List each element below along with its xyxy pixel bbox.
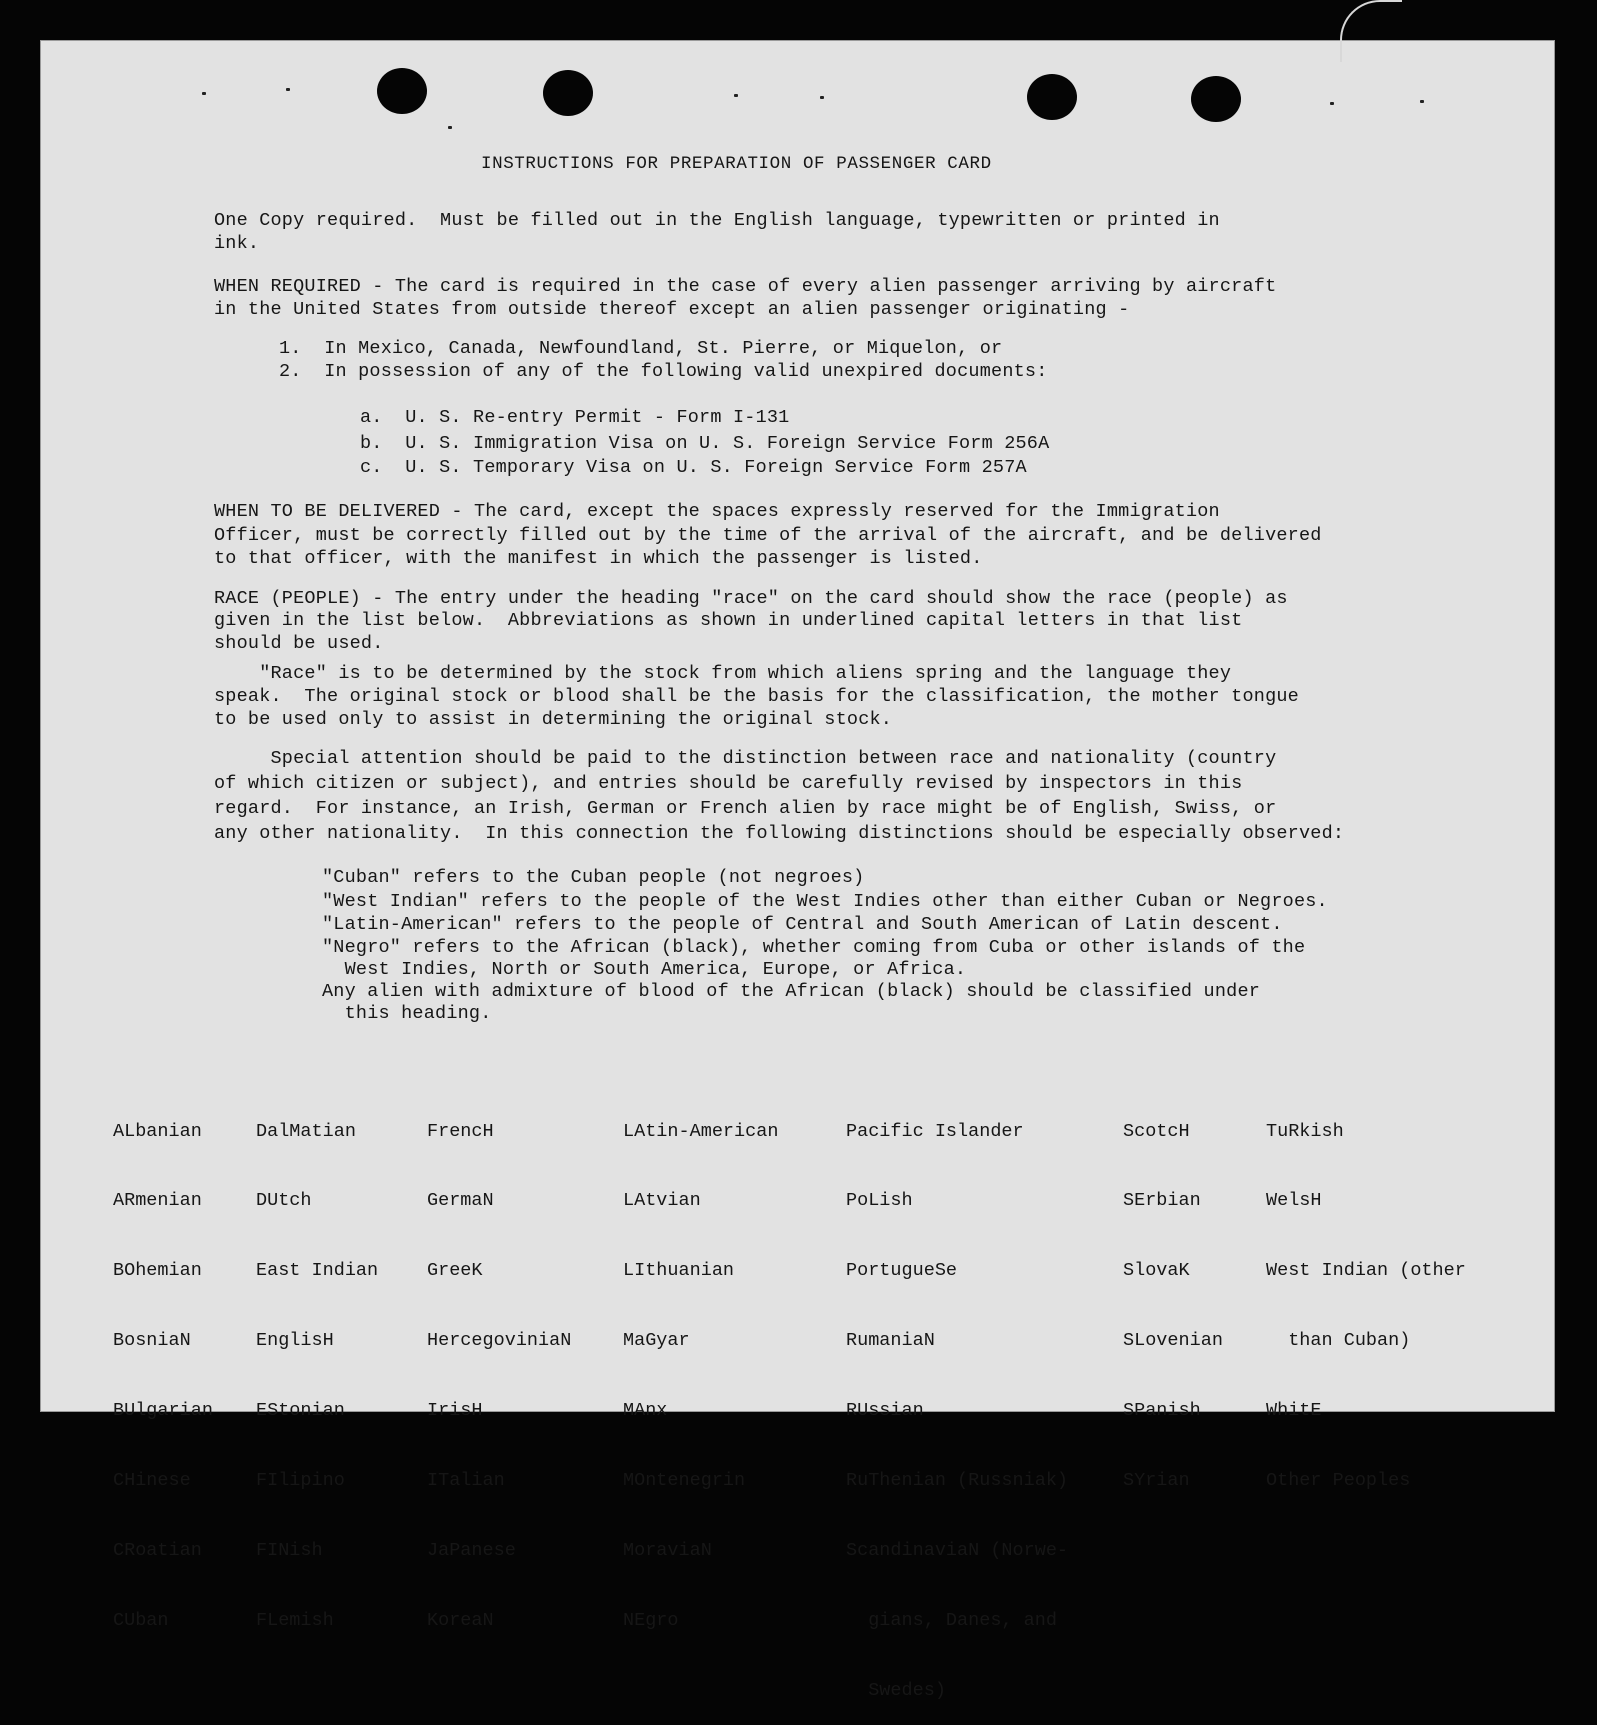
- race-entry: IrisH: [427, 1400, 483, 1422]
- distinction-line: "West Indian" refers to the people of the West Indies other than either Cuban or Negroes.: [322, 891, 1328, 912]
- race-entry: MOntenegrin: [623, 1470, 746, 1492]
- race-entry: NEgro: [623, 1609, 679, 1631]
- race-entry: BosniaN: [113, 1330, 191, 1352]
- speck: [1330, 102, 1334, 105]
- page-title: INSTRUCTIONS FOR PREPARATION OF PASSENGER CARD: [481, 154, 992, 174]
- race-entry: EStonian: [256, 1400, 345, 1422]
- distinction-line: "Negro" refers to the African (black), whether coming from Cuba or other islands of the: [322, 937, 1306, 958]
- race-list-column: [1266, 1073, 1466, 1516]
- race-list-column: [1123, 1073, 1223, 1516]
- race-entry: than Cuban): [1266, 1330, 1411, 1352]
- special-attention-line: of which citizen or subject), and entries should be carefully revised by inspectors in this: [214, 773, 1243, 794]
- race-entry: GreeK: [427, 1260, 483, 1282]
- race-determined-line: to be used only to assist in determining the original stock.: [214, 709, 893, 730]
- distinction-line: West Indies, North or South America, Europe, or Africa.: [322, 959, 967, 980]
- race-entry: DalMatian: [256, 1120, 356, 1142]
- race-entry: ScotcH: [1123, 1120, 1190, 1142]
- race-list-column: [846, 1073, 1068, 1725]
- race-entry: FrencH: [427, 1120, 494, 1142]
- document-item: b. U. S. Immigration Visa on U. S. Foreign Service Form 256A: [360, 433, 1050, 454]
- race-entry: RUssian: [846, 1400, 924, 1422]
- race-list-column: [256, 1073, 378, 1655]
- speck: [734, 94, 738, 97]
- race-entry: West Indian (other: [1266, 1260, 1466, 1282]
- speck: [448, 126, 452, 129]
- race-entry: LIthuanian: [623, 1260, 735, 1282]
- document-item: a. U. S. Re-entry Permit - Form I-131: [360, 407, 790, 428]
- race-entry: ALbanian: [113, 1120, 202, 1142]
- race-entry: FLemish: [256, 1609, 334, 1631]
- race-entry: ITalian: [427, 1470, 505, 1492]
- special-attention-line: Special attention should be paid to the distinction between race and nationality (country: [214, 748, 1277, 769]
- race-determined-line: speak. The original stock or blood shall be the basis for the classification, the mother tongue: [214, 686, 1299, 707]
- race-entry: SLovenian: [1123, 1330, 1223, 1352]
- when-delivered-line: Officer, must be correctly filled out by the time of the arrival of the aircraft, and be delivered: [214, 525, 1322, 546]
- race-entry: WelsH: [1266, 1190, 1322, 1212]
- race-entry: gians, Danes, and: [846, 1609, 1057, 1631]
- race-entry: Pacific Islander: [846, 1120, 1024, 1142]
- punch-hole: [1191, 76, 1241, 122]
- distinction-line: Any alien with admixture of blood of the African (black) should be classified under: [322, 981, 1261, 1002]
- punch-hole: [377, 68, 427, 114]
- race-entry: JaPanese: [427, 1539, 516, 1561]
- race-entry: GermaN: [427, 1190, 494, 1212]
- race-entry: ARmenian: [113, 1190, 202, 1212]
- race-people-line: RACE (PEOPLE) - The entry under the heading "race" on the card should show the race (people) as: [214, 588, 1288, 609]
- race-entry: CUban: [113, 1609, 169, 1631]
- speck: [820, 96, 824, 99]
- race-list-column: [427, 1073, 571, 1655]
- intro-line: One Copy required. Must be filled out in the English language, typewritten or printed in: [214, 210, 1220, 231]
- race-entry: Other Peoples: [1266, 1470, 1411, 1492]
- exception-item: 2. In possession of any of the following valid unexpired documents:: [279, 361, 1048, 382]
- race-entry: SErbian: [1123, 1190, 1201, 1212]
- when-required-line: WHEN REQUIRED - The card is required in the case of every alien passenger arriving by aircraft: [214, 276, 1277, 297]
- race-entry: SPanish: [1123, 1400, 1201, 1422]
- special-attention-line: any other nationality. In this connection the following distinctions should be especially observed:: [214, 823, 1345, 844]
- race-entry: MoraviaN: [623, 1539, 712, 1561]
- document-item: c. U. S. Temporary Visa on U. S. Foreign Service Form 257A: [360, 457, 1027, 478]
- race-entry: PortugueSe: [846, 1260, 958, 1282]
- race-entry: RuThenian (Russniak): [846, 1470, 1069, 1492]
- race-entry: East Indian: [256, 1260, 379, 1282]
- race-entry: SlovaK: [1123, 1260, 1190, 1282]
- race-entry: FIlipino: [256, 1470, 345, 1492]
- race-entry: CHinese: [113, 1470, 191, 1492]
- race-entry: RumaniaN: [846, 1330, 935, 1352]
- page-curl: [1340, 0, 1402, 62]
- race-people-line: given in the list below. Abbreviations as shown in underlined capital letters in that list: [214, 610, 1243, 631]
- distinction-line: "Cuban" refers to the Cuban people (not negroes): [322, 867, 865, 888]
- when-delivered-line: to that officer, with the manifest in which the passenger is listed.: [214, 548, 983, 569]
- race-determined-line: "Race" is to be determined by the stock from which aliens spring and the language they: [214, 663, 1232, 684]
- race-entry: ScandinaviaN (Norwe-: [846, 1539, 1069, 1561]
- race-people-line: should be used.: [214, 633, 384, 654]
- punch-hole: [543, 70, 593, 116]
- race-list-column: [113, 1073, 213, 1655]
- intro-line: ink.: [214, 233, 260, 254]
- when-delivered-line: WHEN TO BE DELIVERED - The card, except the spaces expressly reserved for the Immigration: [214, 501, 1220, 522]
- race-entry: BOhemian: [113, 1260, 202, 1282]
- distinction-line: this heading.: [322, 1003, 492, 1024]
- race-entry: FINish: [256, 1539, 323, 1561]
- race-entry: DUtch: [256, 1190, 312, 1212]
- when-required-line: in the United States from outside thereof except an alien passenger originating -: [214, 299, 1130, 320]
- race-entry: HercegoviniaN: [427, 1330, 572, 1352]
- race-entry: WhitE: [1266, 1400, 1322, 1422]
- special-attention-line: regard. For instance, an Irish, German or French alien by race might be of English, Swiss, or: [214, 798, 1277, 819]
- race-entry: MaGyar: [623, 1330, 690, 1352]
- speck: [286, 88, 290, 91]
- race-entry: Swedes): [846, 1679, 946, 1701]
- race-entry: PoLish: [846, 1190, 913, 1212]
- race-entry: KoreaN: [427, 1609, 494, 1631]
- distinction-line: "Latin-American" refers to the people of Central and South American of Latin descent.: [322, 914, 1283, 935]
- exception-item: 1. In Mexico, Canada, Newfoundland, St. Pierre, or Miquelon, or: [279, 338, 1003, 359]
- race-entry: TuRkish: [1266, 1120, 1344, 1142]
- race-entry: SYrian: [1123, 1470, 1190, 1492]
- race-entry: LAtvian: [623, 1190, 701, 1212]
- race-entry: LAtin-American: [623, 1120, 779, 1142]
- speck: [1420, 100, 1424, 103]
- speck: [202, 92, 206, 95]
- race-entry: MAnx: [623, 1400, 668, 1422]
- race-entry: CRoatian: [113, 1539, 202, 1561]
- punch-hole: [1027, 74, 1077, 120]
- race-entry: EnglisH: [256, 1330, 334, 1352]
- race-list-column: [623, 1073, 778, 1655]
- race-entry: BUlgarian: [113, 1400, 213, 1422]
